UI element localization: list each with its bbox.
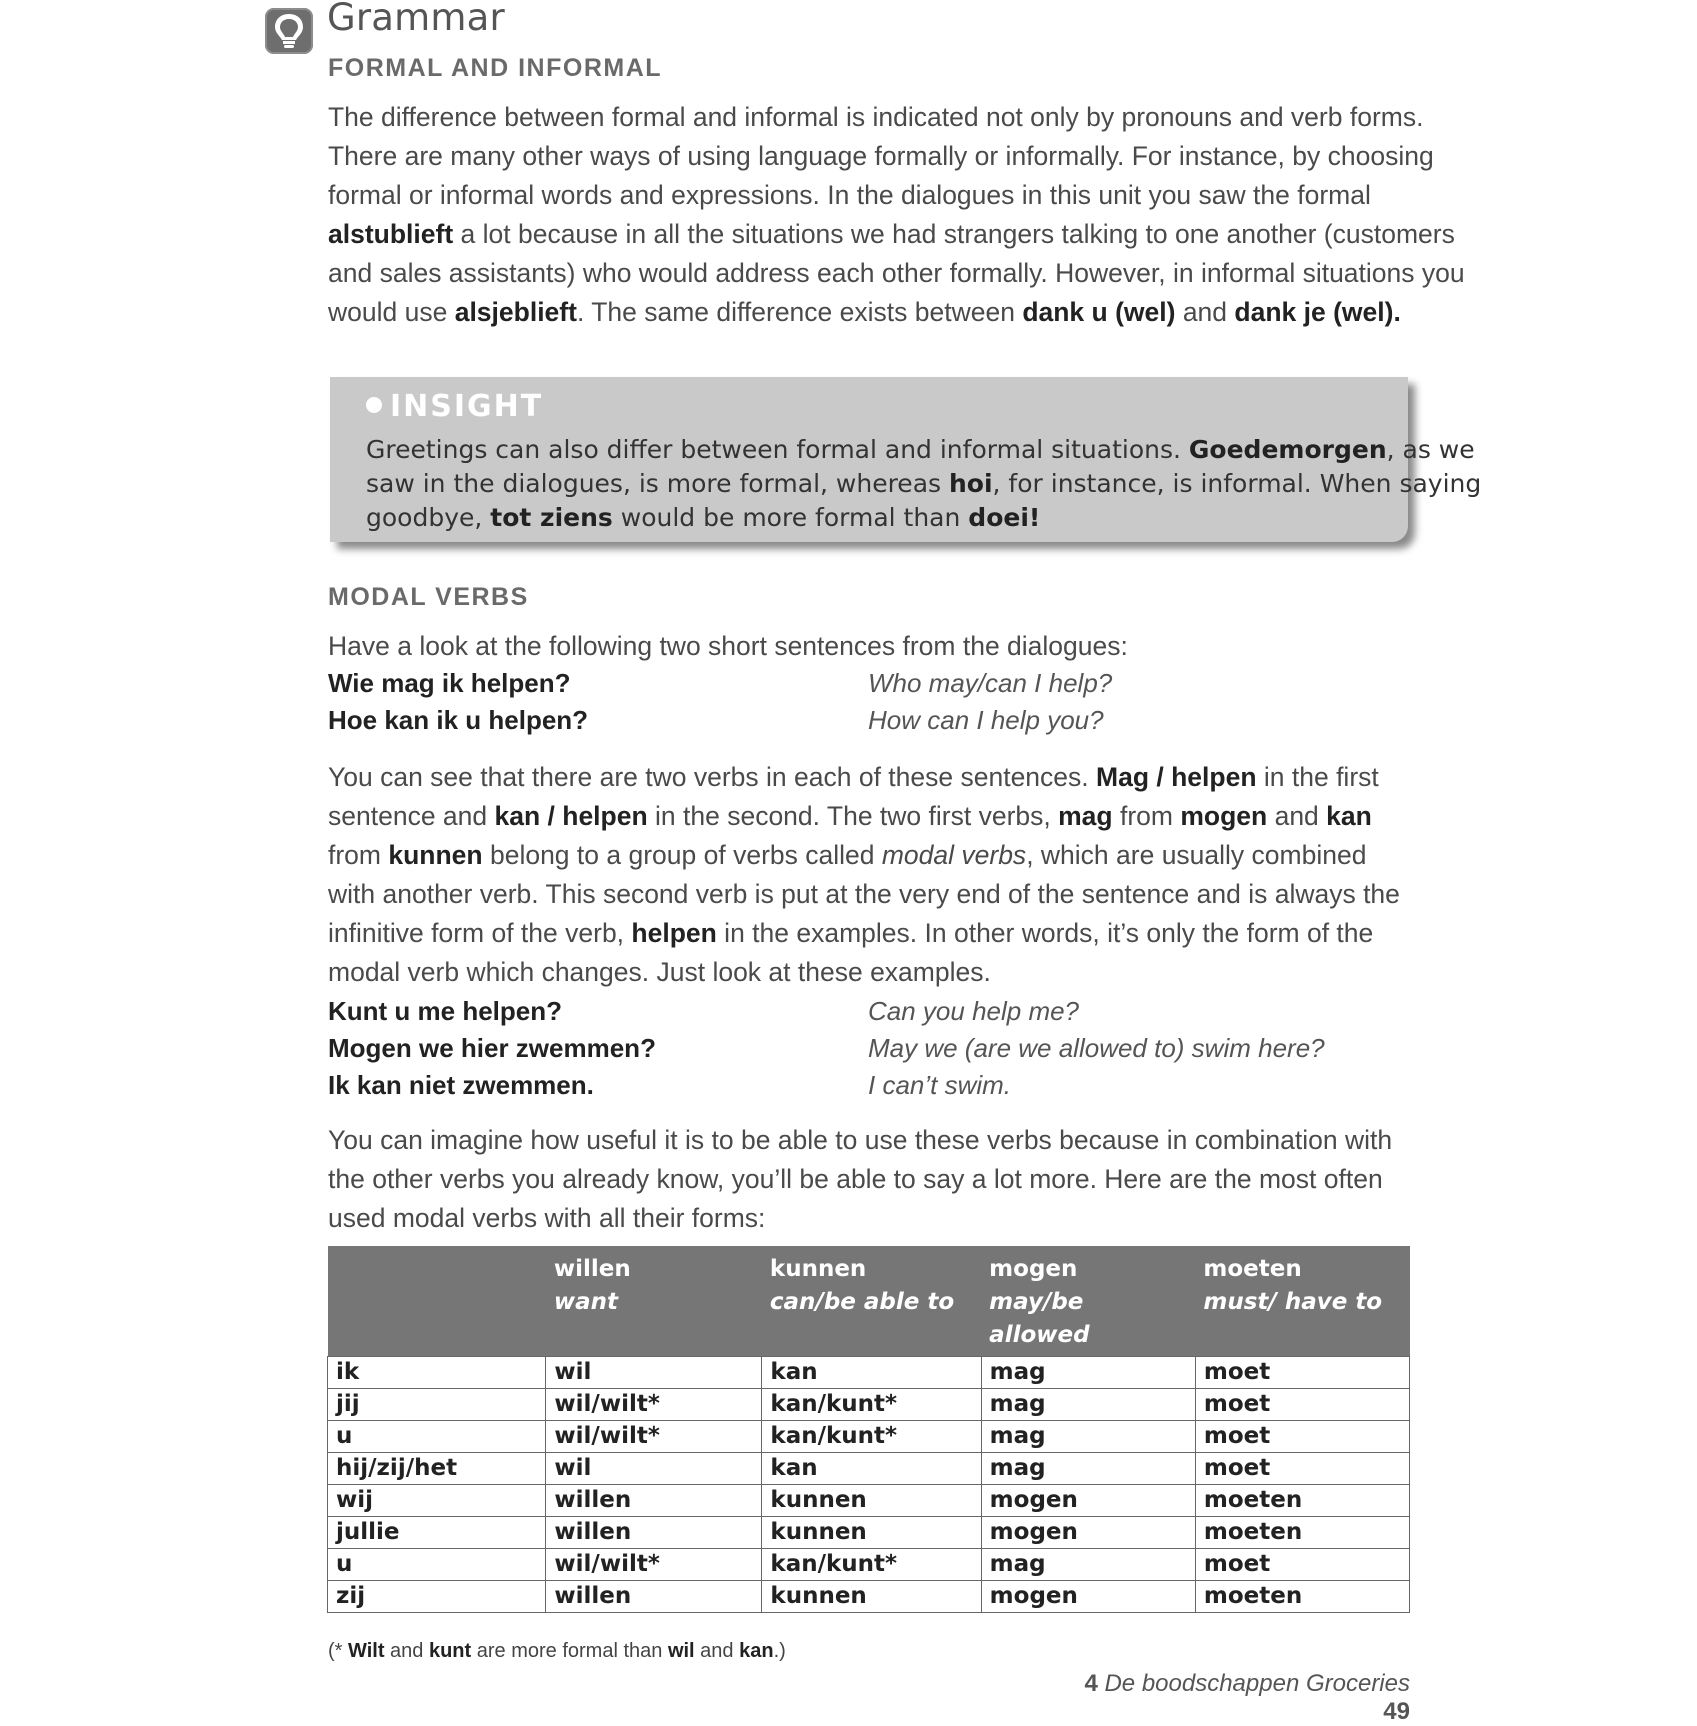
bold-term: helpen	[631, 918, 717, 948]
text-run: .)	[773, 1640, 786, 1662]
table-cell: kunnen	[762, 1485, 981, 1517]
table-cell: jij	[328, 1389, 546, 1421]
text-run: and	[1267, 801, 1327, 831]
table-cell: willen	[546, 1517, 762, 1549]
bold-term: kan	[1326, 801, 1372, 831]
table-cell: wil	[546, 1453, 762, 1485]
text-run: would be more formal than	[612, 503, 969, 532]
table-cell: wil/wilt*	[546, 1389, 762, 1421]
table-header-cell	[1195, 1246, 1409, 1357]
section-header	[265, 2, 865, 52]
bold-term: mag	[1058, 801, 1113, 831]
example-english: I can’t swim.	[868, 1070, 1012, 1100]
italic-term: modal verbs	[881, 840, 1027, 870]
text-line	[328, 758, 1418, 797]
text-line	[328, 1160, 1418, 1199]
header-translation: want	[553, 1289, 619, 1315]
example-row	[328, 1070, 1408, 1106]
text-line	[328, 875, 1418, 914]
table-cell: moeten	[1195, 1581, 1409, 1613]
table-cell: moeten	[1195, 1517, 1409, 1549]
page-footer	[1010, 1670, 1410, 1726]
lightbulb-icon	[265, 8, 313, 54]
bold-term: alsjeblieft	[454, 297, 577, 327]
text-run: would use	[328, 297, 455, 327]
modal-verbs-table	[327, 1246, 1410, 1613]
example-english: How can I help you?	[868, 705, 1104, 735]
bold-term: dank u (wel)	[1022, 297, 1176, 327]
text-run: , which are usually combined	[1026, 840, 1367, 870]
text-run: goodbye,	[366, 503, 491, 532]
header-verb: mogen	[989, 1256, 1078, 1282]
text-line	[328, 836, 1418, 875]
section-title: Grammar	[327, 0, 505, 39]
text-run: in the first	[1256, 762, 1379, 792]
text-run: You can see that there are two verbs in each of these sentences.	[328, 762, 1097, 792]
table-cell: zij	[328, 1581, 546, 1613]
text-run: are more formal than	[471, 1640, 668, 1662]
text-run: a lot because in all the situations we had strangers talking to one another (customers	[453, 219, 1455, 249]
bold-term: alstublieft	[328, 219, 454, 249]
bold-term: kan	[739, 1640, 774, 1662]
text-run: You can imagine how useful it is to be able to use these verbs because in combination with	[328, 1125, 1393, 1155]
table-cell: willen	[546, 1485, 762, 1517]
bold-term: Mag / helpen	[1096, 762, 1257, 792]
insight-title-text: INSIGHT	[390, 389, 544, 424]
insight-title	[366, 389, 543, 424]
text-run: There are many other ways of using language formally or informally. For instance, by choosing	[328, 141, 1434, 171]
text-line	[366, 467, 1482, 501]
text-run: modal verb which changes. Just look at these examples.	[328, 957, 991, 987]
example-dutch: Wie mag ik helpen?	[328, 668, 571, 698]
text-run: belong to a group of verbs called	[482, 840, 882, 870]
table-cell: kan	[762, 1357, 981, 1389]
text-line	[328, 1121, 1418, 1160]
table-cell: u	[328, 1421, 546, 1453]
text-line	[328, 914, 1418, 953]
bold-term: wil	[667, 1640, 695, 1662]
example-dutch: Kunt u me helpen?	[328, 996, 562, 1026]
header-translation: may/be allowed	[989, 1289, 1090, 1348]
text-line	[328, 254, 1465, 293]
text-run: and	[694, 1640, 740, 1662]
text-line	[328, 293, 1418, 332]
table-header-cell	[546, 1246, 762, 1357]
text-line	[328, 176, 1418, 215]
table-row	[328, 1421, 1410, 1453]
table-cell: u	[328, 1549, 546, 1581]
text-run: in the examples. In other words, it’s only the form of the	[716, 918, 1374, 948]
table-cell: wij	[328, 1485, 546, 1517]
table-header-cell	[762, 1246, 981, 1357]
bold-term: kunt	[428, 1640, 472, 1662]
bold-term: kan / helpen	[494, 801, 648, 831]
example-english: Who may/can I help?	[868, 668, 1113, 698]
example-row	[328, 668, 1408, 704]
table-cell: moeten	[1195, 1485, 1409, 1517]
bold-term: tot ziens	[490, 503, 613, 532]
table-cell: mag	[981, 1549, 1195, 1581]
heading-formal-informal: FORMAL AND INFORMAL	[328, 54, 663, 82]
table-cell: kan	[762, 1453, 981, 1485]
text-run: used modal verbs with all their forms:	[328, 1203, 766, 1233]
bold-term: kunnen	[388, 840, 483, 870]
text-run: saw in the dialogues, is more formal, whereas	[366, 469, 949, 498]
bold-term: doei!	[968, 503, 1041, 532]
bullet-icon	[366, 397, 382, 413]
table-row	[328, 1581, 1410, 1613]
text-run: and	[384, 1640, 429, 1662]
header-translation: must/ have to	[1203, 1289, 1383, 1315]
bold-term: Wilt	[348, 1640, 385, 1662]
table-cell: kunnen	[762, 1581, 981, 1613]
formal-informal-paragraph	[328, 98, 1465, 332]
header-verb: kunnen	[769, 1256, 867, 1282]
table-cell: kan/kunt*	[762, 1549, 981, 1581]
table-row	[328, 1357, 1410, 1389]
heading-modal-verbs: MODAL VERBS	[328, 583, 529, 611]
text-line	[328, 1199, 1418, 1238]
table-cell: wil/wilt*	[546, 1549, 762, 1581]
example-dutch: Ik kan niet zwemmen.	[328, 1070, 594, 1100]
table-header-cell	[328, 1246, 546, 1357]
table-cell: moet	[1195, 1549, 1409, 1581]
example-row	[328, 996, 1408, 1032]
text-run: from	[1112, 801, 1181, 831]
table-cell: wil/wilt*	[546, 1421, 762, 1453]
page-number: 49	[1383, 1698, 1410, 1725]
text-run: sentence and	[328, 801, 495, 831]
text-run: with another verb. This second verb is put at the very end of the sentence and is always the	[328, 879, 1400, 909]
example-dutch: Mogen we hier zwemmen?	[328, 1033, 656, 1063]
table-footnote	[328, 1640, 786, 1663]
example-english: May we (are we allowed to) swim here?	[868, 1033, 1325, 1063]
bold-term: dank je (wel).	[1234, 297, 1401, 327]
table-cell: kunnen	[762, 1517, 981, 1549]
text-run: The difference between formal and informal is indicated not only by pronouns and verb forms.	[328, 102, 1424, 132]
text-line	[328, 137, 1434, 176]
table-cell: willen	[546, 1581, 762, 1613]
table-cell: moet	[1195, 1453, 1409, 1485]
example-dutch: Hoe kan ik u helpen?	[328, 705, 589, 735]
table-body	[328, 1357, 1410, 1613]
table-row	[328, 1517, 1410, 1549]
table-cell: mogen	[981, 1581, 1195, 1613]
table-cell: moet	[1195, 1421, 1409, 1453]
text-line	[366, 501, 1396, 535]
table-cell: kan/kunt*	[762, 1389, 981, 1421]
table-cell: mag	[981, 1421, 1195, 1453]
header-translation: can/be able to	[769, 1289, 955, 1315]
table-row	[328, 1389, 1410, 1421]
chapter-number: 4	[1084, 1670, 1098, 1697]
table-cell: wil	[546, 1357, 762, 1389]
table-header-row	[328, 1246, 1410, 1357]
table-cell: kan/kunt*	[762, 1421, 981, 1453]
text-line	[366, 433, 1475, 467]
text-run: infinitive form of the verb,	[328, 918, 632, 948]
table-cell: jullie	[328, 1517, 546, 1549]
table-cell: moet	[1195, 1389, 1409, 1421]
text-run: formal or informal words and expressions. In the dialogues in this unit you saw the formal	[328, 180, 1371, 210]
table-cell: mag	[981, 1453, 1195, 1485]
text-line	[328, 215, 1455, 254]
bold-term: mogen	[1180, 801, 1268, 831]
table-header-cell	[981, 1246, 1195, 1357]
table-cell: mag	[981, 1389, 1195, 1421]
modal-summary-paragraph	[328, 1121, 1418, 1238]
text-run: (*	[328, 1640, 348, 1662]
text-line	[328, 98, 1424, 137]
example-row	[328, 1033, 1408, 1069]
text-run: from	[328, 840, 389, 870]
text-run: Greetings can also differ between formal and informal situations.	[366, 435, 1189, 464]
text-line	[328, 797, 1418, 836]
example-english: Can you help me?	[868, 996, 1080, 1026]
text-run: , as we	[1386, 435, 1475, 464]
text-run: , for instance, is informal. When saying	[992, 469, 1482, 498]
header-verb: willen	[553, 1256, 631, 1282]
text-run: . The same difference exists between	[576, 297, 1023, 327]
table-cell: mogen	[981, 1485, 1195, 1517]
text-run: the other verbs you already know, you’ll be able to say a lot more. Here are the most often	[328, 1164, 1383, 1194]
table-cell: hij/zij/het	[328, 1453, 546, 1485]
table-cell: moet	[1195, 1357, 1409, 1389]
table-cell: mogen	[981, 1517, 1195, 1549]
table-row	[328, 1485, 1410, 1517]
example-row	[328, 705, 1408, 741]
header-verb	[336, 1253, 538, 1286]
insight-text	[366, 433, 1482, 535]
insight-box	[330, 377, 1482, 542]
bold-term: hoi	[948, 469, 993, 498]
table-row	[328, 1549, 1410, 1581]
text-line	[328, 953, 1418, 992]
table-cell: ik	[328, 1357, 546, 1389]
table-cell: mag	[981, 1357, 1195, 1389]
chapter-title: De boodschappen Groceries	[1104, 1670, 1410, 1697]
text-run: and	[1175, 297, 1235, 327]
text-run: in the second. The two first verbs,	[647, 801, 1059, 831]
bold-term: Goedemorgen	[1188, 435, 1387, 464]
header-verb: moeten	[1203, 1256, 1302, 1282]
modal-explanation-paragraph	[328, 758, 1418, 992]
table-row	[328, 1453, 1410, 1485]
text-run: and sales assistants) who would address each other formally. However, in informal situations you	[328, 258, 1465, 288]
modal-intro: Have a look at the following two short sentences from the dialogues:	[328, 631, 1128, 661]
